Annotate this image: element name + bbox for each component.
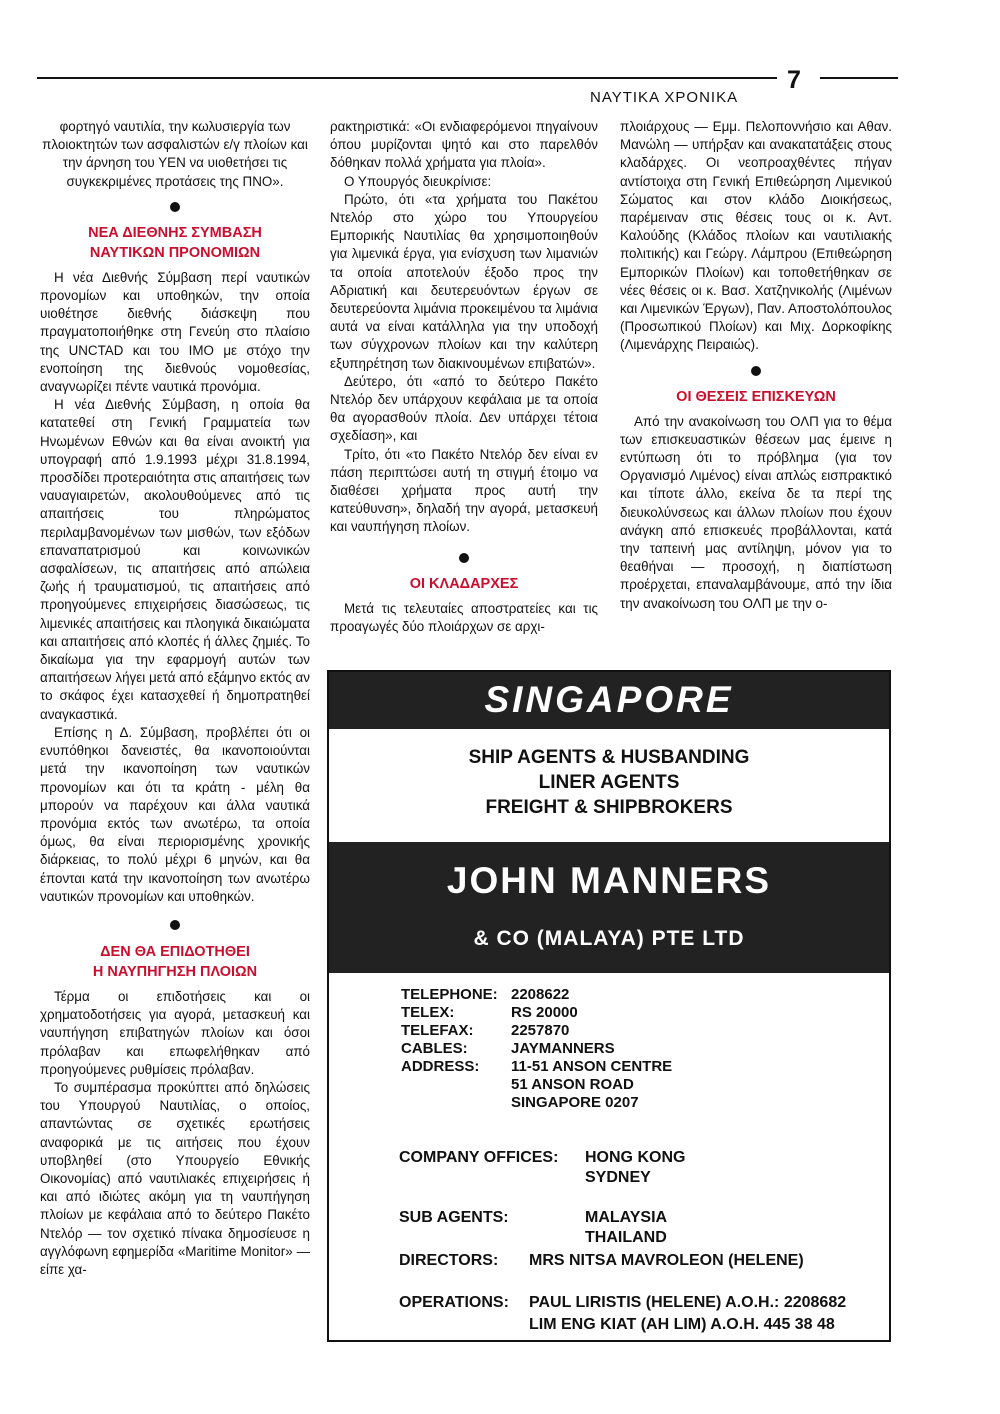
ad-contact-value: JAYMANNERS xyxy=(511,1040,615,1057)
header-rule-right xyxy=(820,77,898,79)
ad-contact-row xyxy=(401,1004,672,1022)
paragraph: πλοιάρχους — Εμμ. Πελοποννήσιο και Αθαν. Μανώλη — υπήρξαν και ανακατατάξεις στους κλαδάρχες. Οι νεοπροαχθέντες πήγαν αντίστοιχα στη Γενική Επιθεώρηση Λιμενικού Σώματος και στον κλάδο Διοικήσεως, παρέμειναν στις θέσεις τους οι κ. Αντ. Καλούδης (Κλάδος πλοίων και ναυτιλιακής πολιτικής) και Γεώργ. Λάμπρου (Επιθεώρηση Εμπορικών Πλοίων) και τοποθετήθηκαν σε νέες θέσεις οι κ. Βασ. Χατζηνικολής (Λιμένων και Λιμενικών Έργων), Παν. Αποστολόπουλος (Προσωπικού Πλοίων) και Μιχ. Δορκοφίκης (Λιμενάρχης Πειραιώς). xyxy=(620,119,892,353)
ad-contact-value: RS 20000 xyxy=(511,1004,578,1021)
heading-new-convention xyxy=(40,223,310,263)
ad-offices-label: COMPANY OFFICES: xyxy=(399,1149,559,1166)
heading-sector-chiefs: ΟΙ ΚΛΑΔΑΡΧΕΣ xyxy=(409,575,519,592)
ad-directors-label: DIRECTORS: xyxy=(399,1252,499,1269)
paragraph: Μετά τις τελευταίες αποστρατείες και τις προαγωγές δύο πλοιάρχων σε αρχι- xyxy=(330,600,598,634)
paragraph: ρακτηριστικά: «Οι ενδιαφερόμενοι πηγαίνουν όπου μυρίζονται ψητό και στο παρελθόν δόθηκαν πολλά χρήματα για πλοία». xyxy=(330,119,598,171)
bullet-icon xyxy=(170,920,180,930)
ad-subagents-block xyxy=(399,1208,667,1248)
col1-intro: φορτηγό ναυτιλία, την κωλυσιεργία των πλοιοκτητών των ασφαλιστών ε/γ πλοίων και την άρνηση του ΥΕΝ να υιοθετήσει τις συγκεκριμένες προτάσεις της ΠΝΟ». xyxy=(42,119,308,189)
column-3 xyxy=(620,118,892,613)
column-2 xyxy=(330,118,598,636)
paragraph: Ο Υπουργός διευκρίνισε: xyxy=(344,173,492,189)
ad-director: MRS NITSA MAVROLEON (HELENE) xyxy=(529,1252,804,1269)
ad-contact-value: 11-51 ANSON CENTRE xyxy=(511,1058,673,1075)
heading-line: ΝΑΥΤΙΚΩΝ ΠΡΟΝΟΜΙΩΝ xyxy=(89,244,261,261)
ad-contact-row xyxy=(401,1040,672,1058)
paragraph: Η νέα Διεθνής Σύμβαση περί ναυτικών προνομίων και υποθηκών, την οποία υιοθέτησε διεθνής διάσκεψη που πραγματοποιήθηκε στη Γενεύη στο πλαίσιο της UNCTAD και του IMO με στόχο την ενοποίηση της διεθνούς νομοθεσίας, αναγνωρίζει πέντε ναυτικά προνόμια. xyxy=(40,269,310,395)
ad-subagent: THAILAND xyxy=(585,1229,667,1246)
ad-address-line: 51 ANSON ROAD xyxy=(511,1076,634,1093)
ad-operations-block xyxy=(399,1292,846,1336)
ad-company-subtitle: & CO (MALAYA) PTE LTD xyxy=(473,927,745,950)
paragraph: Η νέα Διεθνής Σύμβαση, η οποία θα κατατεθεί στη Γενική Γραμματεία των Ηνωμένων Εθνών και θα είναι ανοικτή για υπογραφή από 1.9.1993 μέχρι 31.8.1994, προσδίδει προτεραιότητα στις απαιτήσεις των ναυαγιαιρετών, ακολουθούμενες από τις απαιτήσεις του πληρώματος περιλαμβανομένων των μισθών, των εξόδων επαναπατρισμού και κοινωνικών ασφαλίσεων, τις απαιτήσεις από απώλεια ζωής ή τραυματισμού, τις απαιτήσεις από προηγούμενες επιχειρήσεις διασώσεως, τις λιμενικές απαιτήσεις και πλοηγικά δικαιώματα και απαιτήσεις από κλοπές ή άλλες ζημιές. Το δικαίωμα για την εφαρμογή αυτών των απαιτήσεων λήγει μετά από εξάμηνο εκτός αν το σκάφος έχει κατασχεθεί ή δημοπρατηθεί αναγκαστικά. xyxy=(40,397,310,722)
paragraph: Από την ανακοίνωση του ΟΛΠ για το θέμα των επισκευαστικών θέσεων μας έμεινε η εντύπωση ότι το πρόβλημα (για τον Οργανισμό Λιμένος) είναι απλώς εισπρακτικό και τίποτε άλλο, εκείνα δε τα περί της διευκολύνσεως και άλλων πλοίων που έχουν ανάγκη από επισκευές προβάλλονται, κατά την ταπεινή μας αντίληψη, μόνον για το θεαθήναι — προσοχή, η διαπίστωση προέρχεται, επαναλαμβάνουμε, από την ίδια την ανακοίνωση του ΟΛΠ με την ο- xyxy=(620,413,892,611)
bullet-icon xyxy=(751,366,761,376)
advertisement-john-manners xyxy=(327,670,891,1342)
paragraph: Επίσης η Δ. Σύμβαση, προβλέπει ότι οι ενυπόθηκοι δανειστές, θα ικανοποιούνται μετά την ικανοποίηση των ναυτικών προνομίων και ότι τα κράτη - μέλη θα μπορούν να παρέχουν και άλλα ναυτικά προνόμια εκτός των ανωτέρω, τα οποία όμως, θα είναι περιορισμένης χρονικής διάρκειας, το πολύ μέχρι 6 μηνών, και θα έπονται κατά την ικανοποίηση των ανωτέρω ναυτικών προνομίων και υποθηκών. xyxy=(40,724,310,904)
ad-contact-row xyxy=(401,1022,672,1040)
column-1 xyxy=(40,118,310,1279)
ad-contact-block xyxy=(401,986,672,1112)
paragraph: Το συμπέρασμα προκύπτει από δηλώσεις του Υπουργού Ναυτιλίας, ο οποίος, απαντώντας σε σχετικές ερωτήσεις αναφορικά με τις αιτήσεις που έχουν υποβληθεί (στο Υπουργείο Εθνικής Οικονομίας) από ναυτιλιακές επιχειρήσεις ή και από ιδιώτες ακόμη για τη ναυπήγηση πλοίων με κεφάλαια από το δεύτερο Πακέτο Ντελόρ — τον σχετικό πίνακα δημοσίευσε η αγγλόφωνη εφημερίδα «Maritime Monitor» — είπε χα- xyxy=(40,1079,310,1277)
bullet-icon xyxy=(170,202,180,212)
page-number: 7 xyxy=(787,66,801,94)
ad-operations-label: OPERATIONS: xyxy=(399,1294,509,1311)
ad-service-line: LINER AGENTS xyxy=(538,772,680,793)
heading-no-subsidy xyxy=(40,942,310,982)
ad-directors-block xyxy=(399,1251,804,1271)
ad-contact-label: ADDRESS: xyxy=(401,1058,480,1075)
paragraph: Δεύτερο, ότι «από το δεύτερο Πακέτο Ντελόρ δεν υπάρχουν κεφάλαια με τα οποία θα αγορασθούν πλοία. Δεν υπάρχει τέτοια σχεδίαση», και xyxy=(330,373,598,444)
heading-line: ΝΕΑ ΔΙΕΘΝΗΣ ΣΥΜΒΑΣΗ xyxy=(88,224,262,241)
paragraph: Τέρμα οι επιδοτήσεις και οι χρηματοδοτήσεις για αγορά, μετασκευή και ναυπήγηση επιβατηγών πλοίων και όσοι πρόλαβαν και επωφελήθηκαν από προηγούμενες ρυθμίσεις πρόλαβαν. xyxy=(40,988,310,1077)
ad-office: HONG KONG xyxy=(585,1149,686,1166)
ad-operations-contact: PAUL LIRISTIS (HELENE) A.O.H.: 2208682 xyxy=(529,1294,847,1311)
ad-subagents-label: SUB AGENTS: xyxy=(399,1209,509,1226)
paragraph: Πρώτο, ότι «τα χρήματα του Πακέτου Ντελόρ στο χώρο του Υπουργείου Εμπορικής Ναυτιλίας θα χρησιμοποιηθούν για λιμενικά έργα, για ενίσχυση των λιμανιών τα οποία αποτελούν έξοδο προς την Αδριατική και δευτερευόντων έργων σε δευτερεύοντα λιμάνια προκειμένου τα λιμάνια αυτά να είναι κατάλληλα για την υποδοχή των σύγχρονων πλοίων και την καλύτερη εξυπηρέτηση των διακινουμένων επιβατών». xyxy=(330,191,598,371)
bullet-icon xyxy=(459,553,469,563)
ad-contact-value: 2208622 xyxy=(511,986,570,1003)
ad-offices-block xyxy=(399,1148,685,1188)
header-rule-left xyxy=(37,77,777,79)
ad-contact-label: TELEFAX: xyxy=(401,1022,474,1039)
ad-contact-row xyxy=(401,986,672,1004)
publication-title: ΝΑΥΤΙΚΑ ΧΡΟΝΙΚΑ xyxy=(590,89,739,106)
ad-office: SYDNEY xyxy=(585,1169,651,1186)
ad-service-line: SHIP AGENTS & HUSBANDING xyxy=(468,747,750,768)
ad-banner-singapore: SINGAPORE xyxy=(484,679,734,720)
ad-address-line: SINGAPORE 0207 xyxy=(511,1094,639,1111)
heading-line: ΔΕΝ ΘΑ ΕΠΙΔΟΤΗΘΕΙ xyxy=(100,943,250,960)
heading-repair-positions: ΟΙ ΘΕΣΕΙΣ ΕΠΙΣΚΕΥΩΝ xyxy=(676,388,836,405)
ad-service-line: FREIGHT & SHIPBROKERS xyxy=(485,797,733,818)
ad-contact-label: CABLES: xyxy=(401,1040,468,1057)
ad-contact-value: 2257870 xyxy=(511,1022,570,1039)
heading-line: Η ΝΑΥΠΗΓΗΣΗ ΠΛΟΙΩΝ xyxy=(92,963,258,980)
ad-company-name: JOHN MANNERS xyxy=(446,860,772,901)
ad-operations-contact: LIM ENG KIAT (AH LIM) A.O.H. 445 38 48 xyxy=(529,1316,835,1333)
paragraph: Τρίτο, ότι «το Πακέτο Ντελόρ δεν είναι εν πάση περιπτώσει αυτή τη στιγμή έτοιμο να διαθέσει χρήματα προς αυτή την κατεύθυνση», δηλαδή την αγορά, μετασκευή και ναυπήγηση πλοίων. xyxy=(330,446,598,535)
ad-subagent: MALAYSIA xyxy=(585,1209,668,1226)
ad-contact-row xyxy=(401,1058,672,1076)
ad-contact-label: TELEPHONE: xyxy=(401,986,498,1003)
ad-contact-label: TELEX: xyxy=(401,1004,455,1021)
